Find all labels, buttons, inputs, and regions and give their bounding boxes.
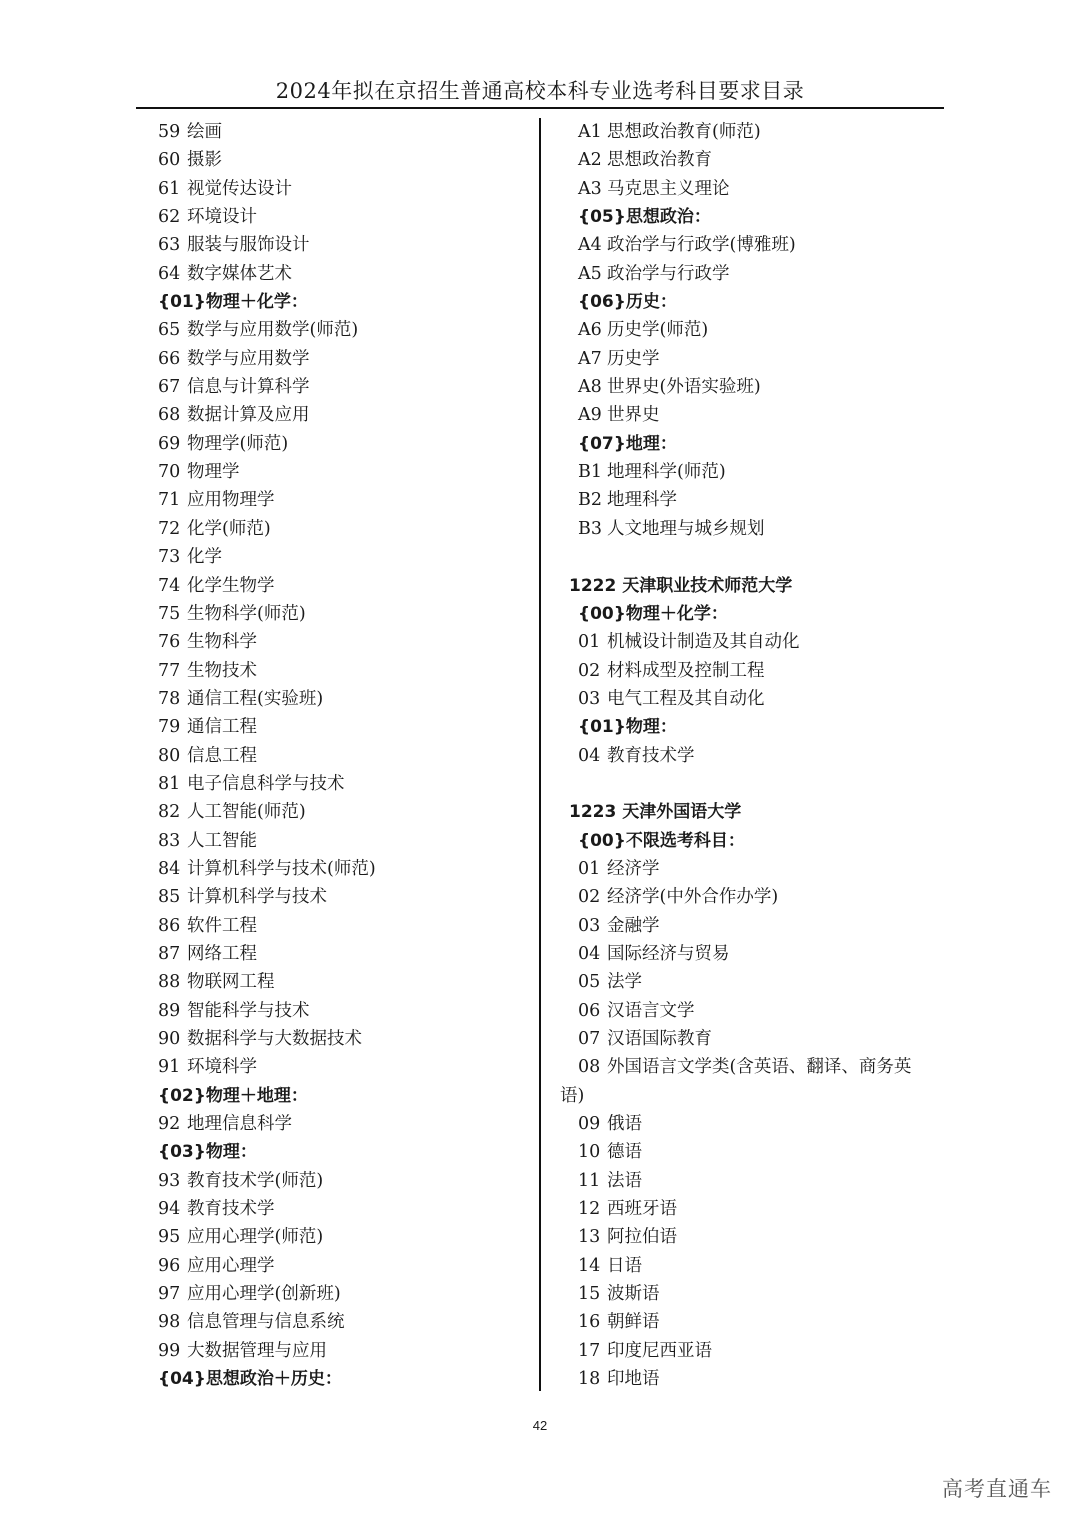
major-item [560,1280,950,1308]
major-name: 地理科学 [607,490,677,511]
major-code: 09 [578,1114,601,1135]
major-code: 98 [158,1312,181,1333]
major-item [158,855,528,883]
major-code: 90 [158,1029,181,1049]
major-name: 物理学(师范) [187,433,289,454]
major-code: 94 [158,1199,181,1220]
major-item [560,486,950,514]
major-item [158,798,528,826]
major-name: 应用物理学 [187,490,275,511]
major-item [158,260,528,288]
major-item [158,373,528,401]
major-name: 化学 [187,547,222,568]
major-item [158,1195,528,1223]
major-code: A9 [578,405,602,426]
major-name: 地理科学(师范) [607,462,726,483]
major-item [560,855,950,883]
major-name: 阿拉伯语 [607,1227,677,1248]
major-item [158,401,528,429]
subject-requirement-header: {04}思想政治＋历史： [158,1369,342,1390]
major-item [158,430,528,458]
major-code: 87 [158,943,181,964]
major-item [560,742,950,770]
major-code: 91 [158,1057,181,1078]
major-name: 物联网工程 [187,972,275,993]
major-name: 数学与应用数学 [187,348,310,369]
major-name: 政治学与行政学 [607,263,730,284]
major-name: 思想政治教育 [607,150,712,171]
major-name: 电气工程及其自动化 [607,688,765,709]
major-item [158,713,528,741]
major-code: 77 [158,660,181,681]
major-code: B2 [578,490,602,511]
major-name: 计算机科学与技术 [187,887,327,908]
major-name: 数字媒体艺术 [187,263,292,284]
major-item [560,1167,950,1195]
major-name: 教育技术学 [187,1199,275,1220]
major-code: 63 [158,235,181,256]
major-item [560,345,950,373]
major-code: 03 [578,915,601,936]
major-code: 02 [578,887,601,908]
major-item [560,685,950,713]
major-code: 15 [578,1284,601,1305]
major-name: 机械设计制造及其自动化 [607,632,800,653]
major-code: A8 [578,377,602,398]
major-code: 16 [578,1312,601,1333]
major-code: 17 [578,1340,601,1361]
major-item [560,1223,950,1251]
major-code: 67 [158,377,181,398]
major-name: 朝鲜语 [607,1312,660,1333]
major-item [560,1308,950,1336]
major-code: A5 [578,263,602,284]
major-code: A2 [578,150,602,171]
major-code: 95 [158,1227,181,1248]
major-code: 12 [578,1199,601,1220]
major-name: 绘画 [187,122,222,142]
major-item [158,770,528,798]
major-item [560,515,950,543]
major-item [158,458,528,486]
major-item [158,118,528,146]
major-name: 经济学 [607,858,660,879]
major-code: 83 [158,830,181,851]
major-code: 88 [158,972,181,993]
major-name: 服装与服饰设计 [187,235,310,256]
major-name: 电子信息科学与技术 [187,773,345,794]
major-item [158,1110,528,1138]
major-item [158,486,528,514]
blank-line [560,543,950,571]
major-item [560,1195,950,1223]
major-item [560,940,950,968]
subject-requirement-header: {05}思想政治： [578,207,711,228]
major-item [158,912,528,940]
major-name: 生物技术 [187,660,257,681]
major-item [158,997,528,1025]
major-code: 14 [578,1255,601,1276]
major-code: 93 [158,1170,181,1191]
major-code: 70 [158,462,181,483]
major-name: 化学(师范) [187,518,271,539]
major-code: 89 [158,1000,181,1021]
major-name: 环境科学 [187,1057,257,1078]
major-code: 10 [578,1142,601,1163]
major-code: A4 [578,235,602,256]
major-item [560,912,950,940]
major-name: 日语 [607,1255,642,1276]
major-item [158,1053,528,1081]
major-name: 人文地理与城乡规划 [607,518,765,539]
major-code: 86 [158,915,181,936]
major-item [560,175,950,203]
major-code: 65 [158,320,181,341]
major-name: 数据计算及应用 [187,405,310,426]
major-item [158,1223,528,1251]
major-item [158,316,528,344]
subject-requirement-header: {02}物理＋地理： [158,1085,308,1106]
major-item [158,657,528,685]
major-name: 网络工程 [187,943,257,964]
major-item [560,1138,950,1166]
major-item [158,742,528,770]
major-code: A6 [578,320,602,341]
major-code: 05 [578,972,601,993]
major-code: B1 [578,462,602,483]
major-code: 04 [578,745,601,766]
major-code: 61 [158,178,181,199]
subject-requirement-header: {03}物理： [158,1142,257,1163]
major-item [560,657,950,685]
major-code: 84 [158,858,181,879]
major-code: 18 [578,1369,601,1390]
major-name: 视觉传达设计 [187,178,292,199]
major-item [158,1308,528,1336]
major-item [158,572,528,600]
column-divider [539,118,541,1391]
major-code: 80 [158,745,181,766]
major-name: 西班牙语 [607,1199,677,1220]
major-name: 生物科学(师范) [187,603,306,624]
major-code: 06 [578,1000,601,1021]
major-code: 75 [158,603,181,624]
major-item [158,883,528,911]
major-name: 人工智能(师范) [187,802,306,823]
major-code: 11 [578,1170,601,1191]
title-rule [136,107,944,109]
major-item [560,1365,950,1393]
left-column [158,118,528,1393]
major-name: 应用心理学 [187,1255,275,1276]
major-item [560,458,950,486]
major-name: 印度尼西亚语 [607,1340,712,1361]
major-code: 68 [158,405,181,426]
major-code: 71 [158,490,181,511]
major-name: 大数据管理与应用 [187,1340,327,1361]
major-name: 材料成型及控制工程 [607,660,765,681]
major-name: 经济学(中外合作办学) [607,887,779,908]
major-item [560,1337,950,1365]
major-name: 国际经济与贸易 [607,943,730,964]
major-item [158,175,528,203]
major-code: 62 [158,207,181,228]
major-item [158,1167,528,1195]
major-item [560,1110,950,1138]
major-name: 教育技术学(师范) [187,1170,324,1191]
major-name: 汉语国际教育 [607,1029,712,1049]
major-name: 化学生物学 [187,575,275,596]
major-name: 计算机科学与技术(师范) [187,858,376,879]
major-name: 教育技术学 [607,745,695,766]
major-name: 德语 [607,1142,642,1163]
major-name: 法学 [607,972,642,993]
major-code: A3 [578,178,602,199]
major-code: 82 [158,802,181,823]
major-name: 地理信息科学 [187,1114,292,1135]
major-name: 通信工程 [187,717,257,738]
major-code: A1 [578,122,602,142]
subject-requirement-header: {01}物理： [578,717,677,738]
subject-requirement-header: {06}历史： [578,292,677,313]
major-name: 世界史(外语实验班) [607,377,761,398]
major-item [560,1252,950,1280]
major-code: 76 [158,632,181,653]
major-name: 波斯语 [607,1284,660,1305]
major-item [158,1252,528,1280]
major-item [560,373,950,401]
major-name: 历史学 [607,348,660,369]
major-item [158,600,528,628]
major-item [560,997,950,1025]
major-code: 03 [578,688,601,709]
major-name: 数据科学与大数据技术 [187,1029,362,1049]
major-item [158,1025,528,1053]
major-item [560,1053,950,1081]
major-item [158,1337,528,1365]
major-name: 政治学与行政学(博雅班) [607,235,796,256]
major-name-continuation: 语) [560,1085,585,1106]
major-name: 汉语言文学 [607,1000,695,1021]
major-name: 俄语 [607,1114,642,1135]
major-item [560,401,950,429]
major-name: 物理学 [187,462,240,483]
major-code: 99 [158,1340,181,1361]
major-code: 97 [158,1284,181,1305]
major-name: 外国语言文学类(含英语、翻译、商务英 [607,1057,912,1078]
school-header: 1223 天津外国语大学 [569,802,742,823]
major-item [158,940,528,968]
page-number: 42 [532,1418,548,1433]
major-item [158,1280,528,1308]
major-name: 金融学 [607,915,660,936]
major-code: 73 [158,547,181,568]
major-item [158,345,528,373]
major-code: 59 [158,122,181,142]
major-item [560,260,950,288]
page-title: 2024年拟在京招生普通高校本科专业选考科目要求目录 [275,79,805,103]
major-code: A7 [578,348,602,369]
major-name: 世界史 [607,405,660,426]
blank-line [560,770,950,798]
major-code: 78 [158,688,181,709]
major-code: 13 [578,1227,601,1248]
watermark: 高考直通车 [942,1477,1052,1501]
major-item [560,968,950,996]
major-item [560,316,950,344]
school-header: 1222 天津职业技术师范大学 [569,575,793,596]
major-code: 01 [578,858,601,879]
major-name: 马克思主义理论 [607,178,730,199]
right-column [560,118,950,1393]
major-item [560,883,950,911]
major-code: 81 [158,773,181,794]
major-item [158,146,528,174]
major-code: 02 [578,660,601,681]
major-name: 通信工程(实验班) [187,688,324,709]
subject-requirement-header: {07}地理： [578,433,677,454]
major-item [560,146,950,174]
major-code: 07 [578,1029,601,1049]
major-code: 79 [158,717,181,738]
major-code: 04 [578,943,601,964]
major-item [158,685,528,713]
major-name: 信息管理与信息系统 [187,1312,345,1333]
major-code: 72 [158,518,181,539]
major-code: 96 [158,1255,181,1276]
major-item [158,203,528,231]
major-item [158,827,528,855]
major-code: 01 [578,632,601,653]
major-code: 64 [158,263,181,284]
major-item [158,543,528,571]
major-item [158,628,528,656]
major-name: 人工智能 [187,830,257,851]
major-code: 60 [158,150,181,171]
major-name: 环境设计 [187,207,257,228]
major-item [158,968,528,996]
major-code: B3 [578,518,602,539]
major-code: 08 [578,1057,601,1078]
major-name: 应用心理学(创新班) [187,1284,341,1305]
major-code: 92 [158,1114,181,1135]
major-code: 74 [158,575,181,596]
subject-requirement-header: {01}物理＋化学： [158,292,308,313]
major-item [158,515,528,543]
major-code: 69 [158,433,181,454]
major-name: 智能科学与技术 [187,1000,310,1021]
major-item [560,118,950,146]
subject-requirement-header: {00}物理＋化学： [578,603,728,624]
major-code: 66 [158,348,181,369]
major-name: 信息与计算科学 [187,377,310,398]
major-name: 数学与应用数学(师范) [187,320,359,341]
major-name: 信息工程 [187,745,257,766]
major-name: 法语 [607,1170,642,1191]
major-item [560,231,950,259]
major-name: 生物科学 [187,632,257,653]
major-item [560,628,950,656]
major-item [158,231,528,259]
major-item [560,1025,950,1053]
subject-requirement-header: {00}不限选考科目： [578,830,745,851]
major-name: 摄影 [187,150,222,171]
major-name: 应用心理学(师范) [187,1227,324,1248]
major-name: 软件工程 [187,915,257,936]
major-code: 85 [158,887,181,908]
major-name: 历史学(师范) [607,320,709,341]
major-name: 印地语 [607,1369,660,1390]
major-name: 思想政治教育(师范) [607,122,761,142]
